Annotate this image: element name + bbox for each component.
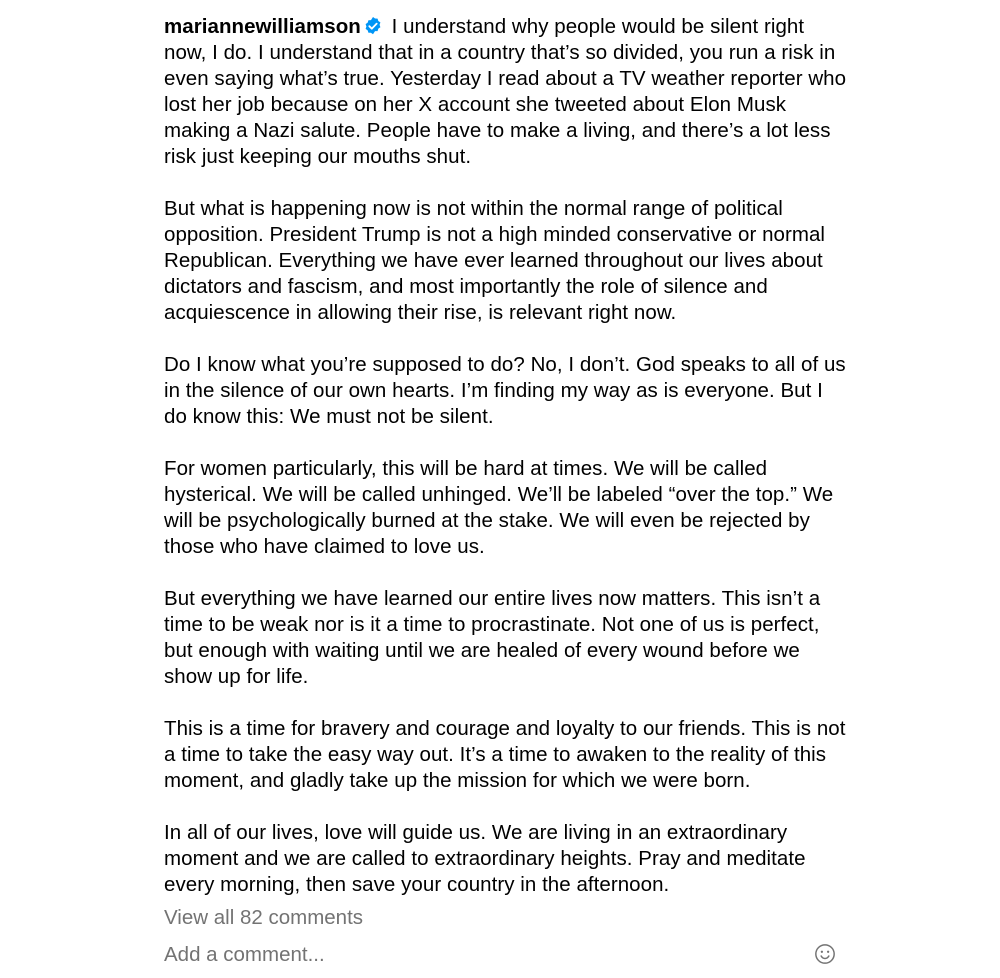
verified-badge-icon	[363, 16, 383, 36]
caption-paragraph-2: But what is happening now is not within the normal range of political opposition. President Trump is not a high minded conservative or normal Republican. Everything we have ever learned throughout our lives about dictators and fascism, and most importantly the role of silence and acquiescence in allowing their rise, is relevant right now.	[164, 197, 826, 324]
add-comment-row	[164, 940, 836, 970]
caption-paragraph-3: Do I know what you’re supposed to do? No, I don’t. God speaks to all of us in the silence of our own hearts. I’m finding my way as is everyone. But I do know this: We must not be silent.	[164, 353, 846, 428]
username-link[interactable]: mariannewilliamson	[164, 15, 361, 38]
caption-paragraph-5: But everything we have learned our entire lives now matters. This isn’t a time to be weak nor is it a time to procrastinate. Not one of us is perfect, but enough with waiting until we are healed of every wound before we show up for life.	[164, 587, 821, 688]
caption-text-1: I understand why people would be silent right now, I do. I understand that in a country that’s so divided, you run a risk in even saying what’s true. Yesterday I read about a TV weather reporter who lost her job because on her X account she tweeted about Elon Musk making a Nazi salute. People have to make a living, and there’s a lot less risk just keeping our mouths shut.	[164, 15, 847, 168]
view-all-comments-link[interactable]: View all 82 comments	[164, 906, 364, 929]
caption-paragraph-4: For women particularly, this will be hard at times. We will be called hysterical. We will be called unhinged. We’ll be labeled “over the top.” We will be psychologically burned at the stake. We will even be rejected by those who have claimed to love us.	[164, 457, 834, 558]
post-caption	[164, 14, 848, 898]
emoji-smiley-icon[interactable]	[814, 943, 836, 965]
caption-paragraph-7: In all of our lives, love will guide us. We are living in an extraordinary moment and we are called to extraordinary heights. Pray and meditate every morning, then save your country in the afternoon.	[164, 821, 806, 896]
comment-input[interactable]	[164, 940, 784, 970]
caption-body	[164, 14, 848, 898]
caption-paragraph-1	[164, 14, 848, 170]
caption-paragraph-6: This is a time for bravery and courage and loyalty to our friends. This is not a time to take the easy way out. It’s a time to awaken to the reality of this moment, and gladly take up the mission for which we were born.	[164, 717, 846, 792]
